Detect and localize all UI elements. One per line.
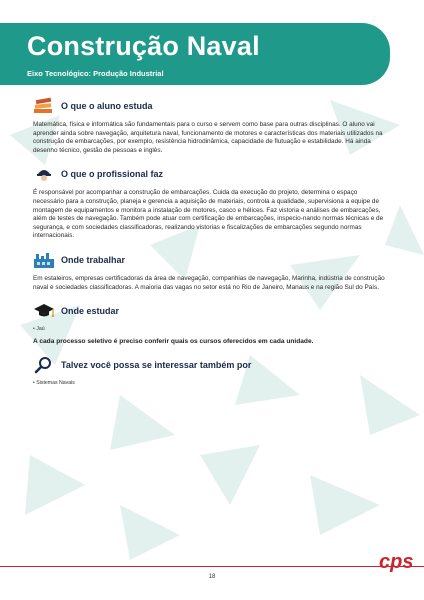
section-onde-estudar — [33, 301, 389, 345]
section-title: Onde estudar — [61, 306, 120, 317]
footer-divider — [0, 566, 424, 567]
note-text: A cada processo seletivo é preciso conferir quais os cursos oferecidos em cada unidade. — [33, 338, 314, 346]
magnifier-icon — [33, 356, 55, 374]
page-number: 18 — [208, 574, 216, 580]
section-title: Onde trabalhar — [61, 254, 126, 265]
worker-icon — [33, 165, 55, 183]
section-title: O que o aluno estuda — [61, 101, 153, 111]
section-text: É responsável por acompanhar a construção de embarcações. Cuida da execução do projeto, determina o espaço necessário para a construção, planeja e gerencia a aquisição de materiais, controla a qualidade, supervisiona a equipe de montagem de equipamentos e monitora a instalação de motores, casco e hélices. Faz vistoria e análises de embarcações, além de testes de navegação. Também pode atuar com certificação de embarcações, inspecio-nando normas técnicas e de segurança, e com sociedades classificadoras, realizando vistorias e fiscalizações de embarcações segundo normas internacionais. — [33, 189, 384, 240]
title-banner — [0, 23, 390, 85]
svg-text:cps: cps — [379, 551, 414, 573]
section-o-que-estuda — [33, 96, 389, 155]
section-interesse — [33, 355, 389, 386]
section-text: Matemática, física e informática são fundamentais para o curso e servem como base para outras disciplinas. O aluno vai aprender ainda sobre navegação, arquitetura naval, funcionamento de motores e características dos materiais utilizados na construção de embarcações, por exemplo, resistência hidrodinâmica, capacidade de flutuação e estabilidade. Há ainda desenho técnico, gestão de pessoas e inglês. — [33, 121, 383, 154]
list-item: • Jaú — [33, 326, 45, 333]
content — [33, 96, 389, 395]
page-subtitle: Eixo Tecnológico: Produção Industrial — [27, 69, 164, 78]
books-icon — [33, 97, 55, 115]
factory-icon — [33, 251, 55, 269]
cps-logo — [379, 550, 415, 574]
section-onde-trabalhar — [33, 250, 389, 292]
section-o-que-faz — [33, 164, 389, 241]
section-title: O que o profissional faz — [61, 169, 164, 180]
graduation-cap-icon — [33, 302, 55, 320]
list-item: • Sistemas Navais — [33, 380, 75, 387]
section-text: Em estaleiros, empresas certificadoras da área de navegação, companhias de navegação, Marinha, indústria de construção naval e sociedades classificadoras. A maioria das vagas no setor está no Rio de Janeiro, Manaus e na região Sul do País. — [33, 274, 385, 291]
page-title: Construção Naval — [27, 31, 260, 61]
section-title: Talvez você possa se interessar também por — [61, 360, 252, 371]
